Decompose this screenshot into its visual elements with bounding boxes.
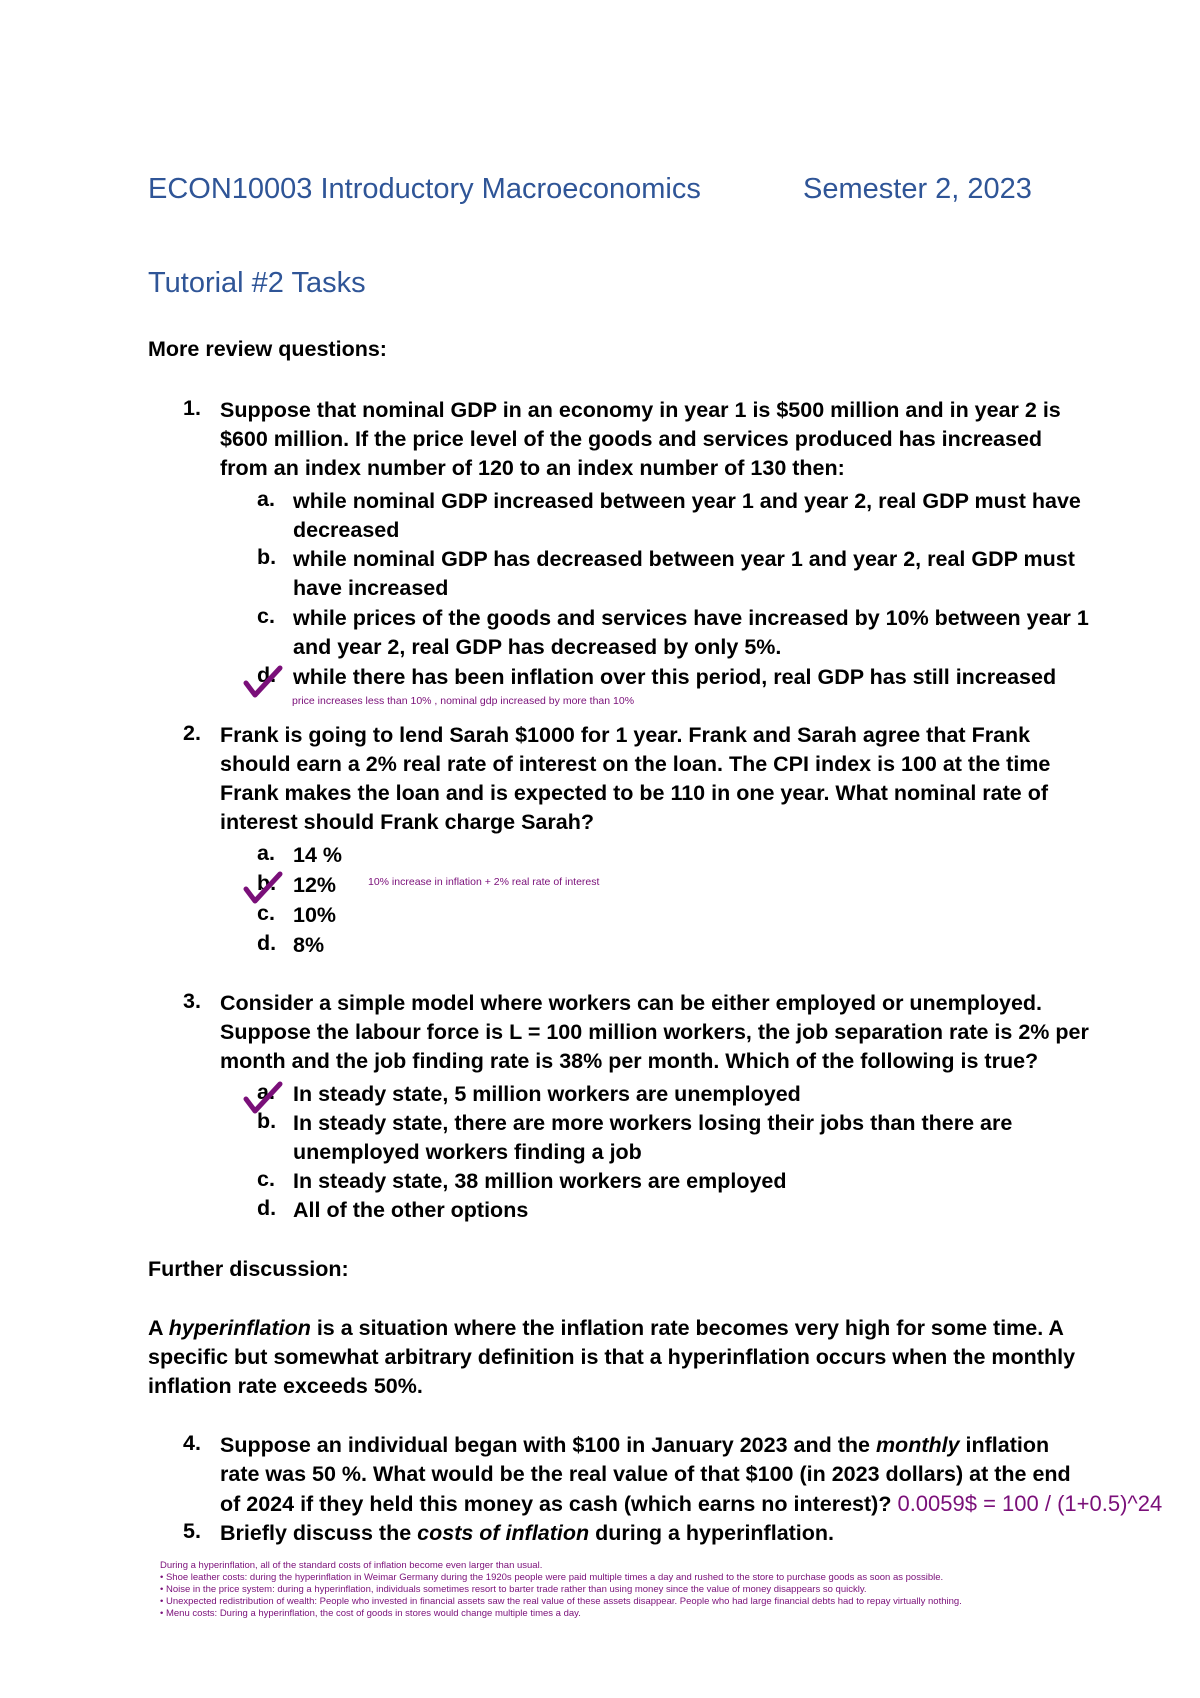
- question-text: [220, 1519, 834, 1548]
- question-line: interest should Frank charge Sarah?: [220, 810, 594, 834]
- option-line: In steady state, 38 million workers are employed: [293, 1169, 787, 1193]
- question-text: [220, 989, 1089, 1076]
- option-b: [293, 1109, 1012, 1167]
- option-line: In steady state, 5 million workers are unemployed: [293, 1082, 801, 1106]
- handwritten-note: price increases less than 10% , nominal gdp increased by more than 10%: [292, 695, 635, 707]
- option-c: [293, 604, 1089, 662]
- checkmark-icon: [243, 1081, 283, 1115]
- option-label: b.: [257, 545, 277, 569]
- emphasized-term: costs of inflation: [417, 1521, 590, 1545]
- text-run: is a situation where the inflation rate becomes very high for some time. A: [310, 1316, 1064, 1340]
- option-a: 14 %: [293, 843, 343, 867]
- option-label: b.: [257, 1109, 277, 1133]
- question-line: [220, 1431, 1162, 1460]
- option-label: d.: [257, 663, 277, 687]
- question-text: [220, 1431, 1162, 1519]
- question-line: Frank is going to lend Sarah $1000 for 1 year. Frank and Sarah agree that Frank: [220, 723, 1031, 747]
- question-number: 5.: [183, 1519, 201, 1543]
- paragraph-line: [148, 1314, 1075, 1343]
- option-line: and year 2, real GDP has decreased by only 5%.: [293, 635, 782, 659]
- option-line: while nominal GDP increased between year 1 and year 2, real GDP must have: [293, 489, 1081, 513]
- text-run: A: [148, 1316, 169, 1340]
- option-label: a.: [257, 487, 275, 511]
- question-line: Suppose the labour force is L = 100 million workers, the job separation rate is 2% per: [220, 1020, 1089, 1044]
- emphasized-term: monthly: [875, 1433, 960, 1457]
- option-c: 10%: [293, 903, 337, 927]
- question-number: 1.: [183, 396, 201, 420]
- question-line: should earn a 2% real rate of interest on the loan. The CPI index is 100 at the time: [220, 752, 1051, 776]
- question-line: from an index number of 120 to an index number of 130 then:: [220, 456, 845, 480]
- question-line: $600 million. If the price level of the goods and services produced has increased: [220, 427, 1043, 451]
- text-run: Suppose an individual began with $100 in January 2023 and the: [220, 1433, 876, 1457]
- option-line: In steady state, there are more workers losing their jobs than there are: [293, 1111, 1013, 1135]
- question-text: [220, 396, 1061, 483]
- option-line: have increased: [293, 576, 449, 600]
- text-run: of 2024 if they held this money as cash (which earns no interest)?: [220, 1492, 892, 1516]
- handwritten-note: 10% increase in inflation + 2% real rate of interest: [368, 876, 600, 888]
- handwritten-answer: 0.0059$ = 100 / (1+0.5)^24: [897, 1491, 1163, 1516]
- question-line: month and the job finding rate is 38% per month. Which of the following is true?: [220, 1049, 1039, 1073]
- option-label: a.: [257, 1080, 275, 1104]
- note-line: • Unexpected redistribution of wealth: People who invested in financial assets saw the real value of these assets disappear. People who had large financial debts had to repay virtually nothing.: [160, 1596, 962, 1607]
- checkmark-icon: [243, 665, 283, 699]
- option-label: d.: [257, 1196, 277, 1220]
- question-line: rate was 50 %. What would be the real value of that $100 (in 2023 dollars) at the end: [220, 1462, 1071, 1486]
- paragraph-line: specific but somewhat arbitrary definition is that a hyperinflation occurs when the monthly: [148, 1345, 1076, 1369]
- option-label: c.: [257, 901, 275, 925]
- option-d: [293, 1196, 528, 1225]
- question-line: Consider a simple model where workers can be either employed or unemployed.: [220, 991, 1043, 1015]
- option-label: d.: [257, 931, 277, 955]
- option-line: decreased: [293, 518, 400, 542]
- note-line: • Shoe leather costs: during the hyperinflation in Weimar Germany during the 1920s people were paid multiple times a day and rushed to the store to purchase goods as soon as possible.: [160, 1572, 944, 1583]
- question-number: 4.: [183, 1431, 201, 1455]
- option-b: [293, 545, 1075, 603]
- question-line: Frank makes the loan and is expected to be 110 in one year. What nominal rate of: [220, 781, 1049, 805]
- text-run: Briefly discuss the: [220, 1521, 418, 1545]
- text-run: during a hyperinflation.: [589, 1521, 835, 1545]
- option-b: 12%: [293, 873, 337, 897]
- question-number: 2.: [183, 721, 201, 745]
- note-line: • Menu costs: During a hyperinflation, the cost of goods in stores would change multiple times a day.: [160, 1608, 581, 1619]
- hyperinflation-paragraph: [148, 1314, 1075, 1401]
- option-a: [293, 487, 1081, 545]
- emphasized-term: hyperinflation: [168, 1316, 311, 1340]
- semester-label: Semester 2, 2023: [803, 173, 1032, 205]
- course-title: ECON10003 Introductory Macroeconomics: [148, 173, 701, 205]
- note-line: • Noise in the price system: during a hyperinflation, individuals sometimes resort to barter trade rather than using money since the value of money disappears so quickly.: [160, 1584, 867, 1595]
- option-label: c.: [257, 1167, 275, 1191]
- text-run: inflation: [959, 1433, 1050, 1457]
- option-label: b.: [257, 871, 277, 895]
- section-heading-review: More review questions:: [148, 337, 387, 361]
- tutorial-title: Tutorial #2 Tasks: [148, 267, 366, 299]
- question-number: 3.: [183, 989, 201, 1013]
- question-line: [220, 1489, 1162, 1519]
- option-d: [293, 663, 1056, 692]
- option-line: All of the other options: [293, 1198, 529, 1222]
- question-line: Suppose that nominal GDP in an economy in year 1 is $500 million and in year 2 is: [220, 398, 1061, 422]
- question-text: [220, 721, 1050, 837]
- option-label: c.: [257, 604, 275, 628]
- paragraph-line: inflation rate exceeds 50%.: [148, 1374, 423, 1398]
- note-line: During a hyperinflation, all of the standard costs of inflation become even larger than usual.: [160, 1560, 543, 1571]
- option-line: while nominal GDP has decreased between year 1 and year 2, real GDP must: [293, 547, 1075, 571]
- option-line: unemployed workers finding a job: [293, 1140, 642, 1164]
- option-a: [293, 1080, 801, 1109]
- option-line: while there has been inflation over this period, real GDP has still increased: [293, 665, 1057, 689]
- option-label: a.: [257, 841, 275, 865]
- option-d: 8%: [293, 933, 325, 957]
- section-heading-discussion: Further discussion:: [148, 1257, 349, 1281]
- option-c: [293, 1167, 787, 1196]
- checkmark-icon: [243, 871, 283, 905]
- handwritten-notes: [160, 1560, 962, 1620]
- option-line: while prices of the goods and services have increased by 10% between year 1: [293, 606, 1089, 630]
